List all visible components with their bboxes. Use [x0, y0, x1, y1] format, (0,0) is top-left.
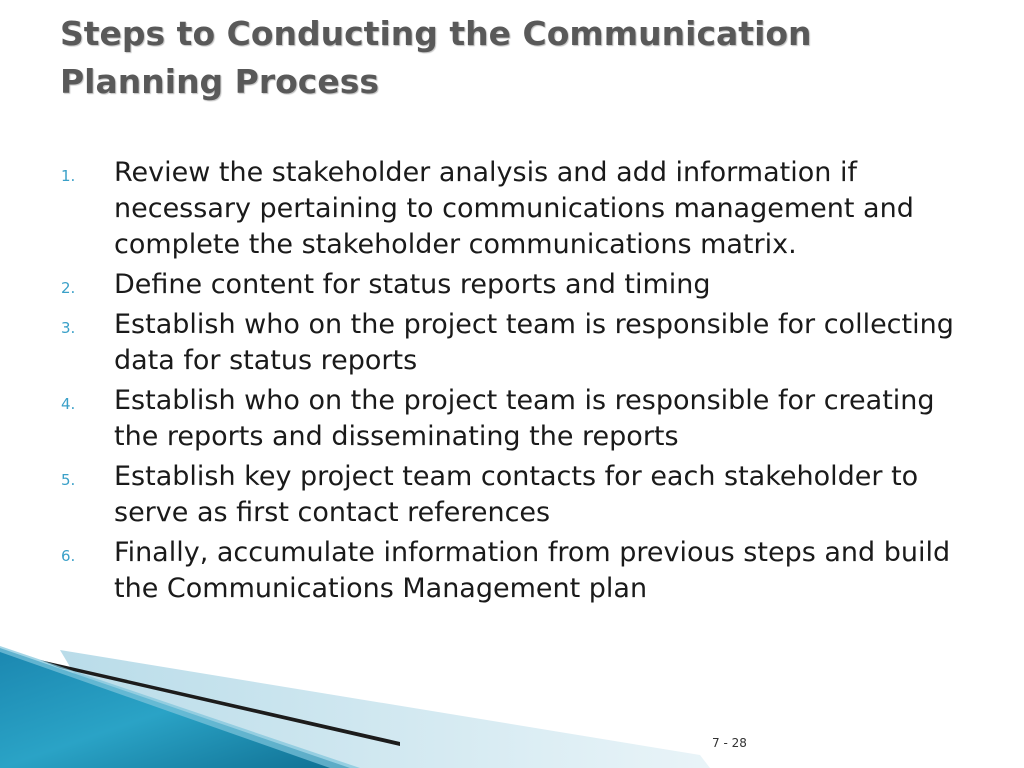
- step-number: 1.: [61, 167, 76, 185]
- step-text: Finally, accumulate information from previous steps and build the Communications Management plan: [114, 537, 951, 604]
- step-number: 5.: [61, 471, 76, 489]
- step-number: 2.: [61, 279, 76, 297]
- step-text: Review the stakeholder analysis and add information if necessary pertaining to communications management and complete the stakeholder communications matrix.: [114, 157, 914, 260]
- step-number: 4.: [61, 395, 76, 413]
- step-number: 3.: [61, 319, 76, 337]
- slide-title-line-2: Planning Process: [60, 62, 380, 101]
- step-number: 6.: [61, 547, 76, 565]
- step-text: Define content for status reports and timing: [114, 269, 711, 300]
- slide-title-line-1: Steps to Conducting the Communication: [60, 14, 812, 53]
- step-text: Establish who on the project team is responsible for creating the reports and disseminating the reports: [114, 385, 935, 452]
- step-text: Establish key project team contacts for each stakeholder to serve as first contact references: [114, 461, 919, 528]
- page-number: 7 - 28: [712, 736, 747, 750]
- step-text: Establish who on the project team is responsible for collecting data for status reports: [114, 309, 954, 376]
